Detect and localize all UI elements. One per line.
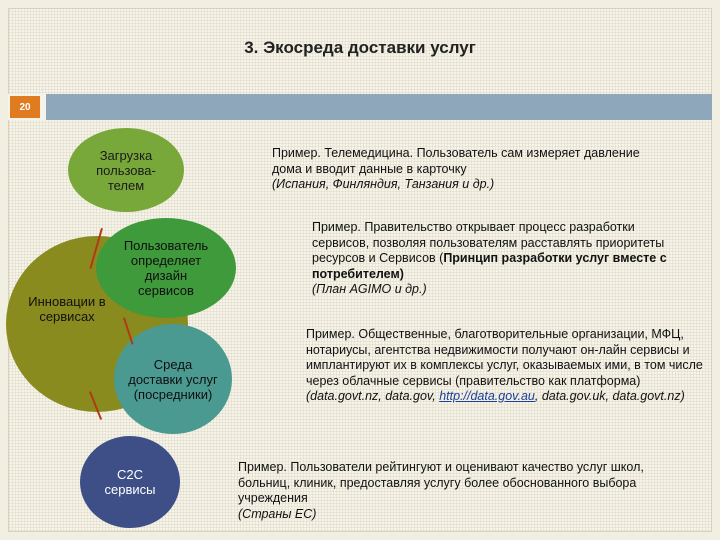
example-codesign [312, 220, 692, 298]
example-ratings [238, 460, 688, 522]
example-telemedicine [272, 146, 672, 193]
example-intermediaries-text: Пример. Общественные, благотворительные организации, МФЦ, нотариусы, агентства недвижимости получают он-лайн сервисы и имплантируют их в комплексы услуг, оказываемых ими, в том числе через облачные сервисы (правительство как платформа) [306, 327, 703, 388]
user-design-circle [96, 218, 236, 318]
example-codesign-text: Пример. Правительство открывает процесс разработки сервисов, позволяя пользователям расставлять приоритеты ресурсов и Сервисов ( [312, 220, 665, 265]
c2c-label: С2С сервисы [104, 467, 156, 497]
example-intermediaries-links-before: (data.govt.nz, data.gov, [306, 389, 440, 403]
example-telemedicine-text: Пример. Телемедицина. Пользователь сам измеряет давление дома и вводит данные в карточку [272, 146, 640, 176]
slide-number: 20 [10, 96, 40, 118]
data-gov-au-link[interactable]: http://data.gov.au [439, 389, 535, 403]
c2c-circle [80, 436, 180, 528]
user-design-label: Пользователь определяет дизайн сервисов [123, 238, 209, 298]
example-intermediaries-links-after: , data.gov.uk, data.govt.nz) [534, 389, 685, 403]
example-ratings-text: Пример. Пользователи рейтингуют и оценивают качество услуг школ, больниц, клиник, предоставляя услугу более обоснованного выбора учреждения [238, 460, 644, 505]
load-label: Загрузка пользова-телем [96, 147, 156, 193]
example-ratings-countries: (Страны ЕС) [238, 506, 317, 521]
slide-title: 3. Экосреда доставки услуг [244, 38, 476, 57]
example-intermediaries [306, 327, 714, 405]
header-band [8, 94, 712, 120]
innovation-label: Инновации в сервисах [28, 294, 106, 324]
load-circle [68, 128, 184, 212]
example-telemedicine-countries: (Испания, Финляндия, Танзания и др.) [272, 177, 495, 191]
example-codesign-principle: Принцип разработки услуг вместе с потребителем) [312, 251, 667, 281]
example-codesign-countries: (План AGIMO и др.) [312, 282, 427, 296]
environment-label: Среда доставки услуг (посредники) [128, 356, 218, 402]
